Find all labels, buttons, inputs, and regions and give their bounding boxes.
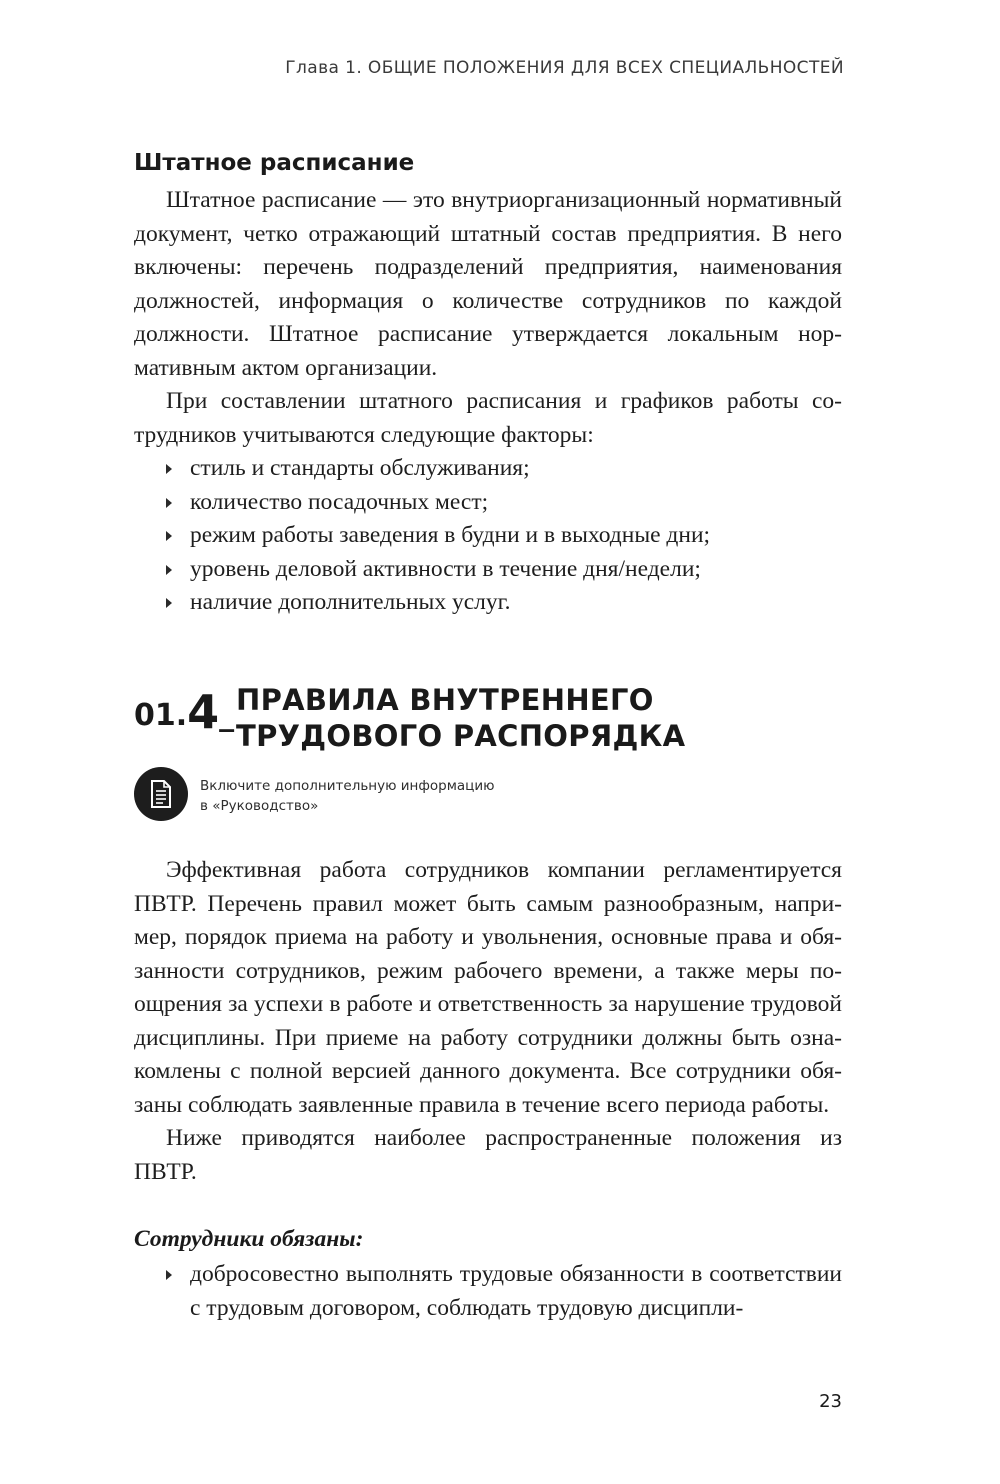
duties-heading: Сотрудники обязаны: [134, 1226, 364, 1252]
list-item: добросовестно выполнять трудовые обязанности в соответствии с трудовым договором, соблюдать трудовую дисципли- [134, 1258, 842, 1325]
document-icon [134, 767, 188, 821]
staff-schedule-heading: Штатное расписание [134, 150, 415, 176]
bullet-arrow-icon [166, 565, 172, 575]
running-head: Глава 1. ОБЩИЕ ПОЛОЖЕНИЯ ДЛЯ ВСЕХ СПЕЦИАЛЬНОСТЕЙ [285, 58, 844, 78]
list-item: количество посадочных мест; [134, 486, 842, 520]
bullet-arrow-icon [166, 464, 172, 474]
section-title: ПРАВИЛА ВНУТРЕННЕГО ТРУДОВОГО РАСПОРЯДКА [236, 683, 686, 753]
rules-paragraph-1: Эффективная работа сотрудников компании регламентируется ПВТР. Перечень правил может быть самым разнообразным, например, порядок приема на работу и увольнения, основные права и обязанности сотрудников, режим рабочего времени, а также меры поощрения за успехи в работе и ответственность за нарушение трудовой дисциплины. При приеме на работу сотрудники должны быть ознакомлены с полной версией данного документа. Все сотрудники обязаны соблюдать заявленные правила в течение всего периода работы. [134, 857, 842, 1118]
rules-paragraph-2: Ниже приводятся наиболее распространенные положения из ПВТР. [134, 1125, 842, 1185]
guide-note-text: Включите дополнительную информацию в «Руководство» [200, 778, 495, 814]
staff-schedule-section [134, 184, 842, 620]
staff-schedule-paragraph-1: Штатное расписание — это внутриорганизационный нормативный документ, четко отражающий штатный состав предприятия. В него включены: перечень подразделений предприятия, наименования должностей, информация о количестве сотрудников по каждой должности. Штатное расписание утверждается локальным нормативным актом организации. [134, 187, 842, 381]
factors-list [134, 452, 842, 620]
bullet-arrow-icon [166, 531, 172, 541]
bullet-arrow-icon [166, 498, 172, 508]
section-number: 01.4_ [134, 685, 235, 739]
staff-schedule-paragraph-2: При составлении штатного расписания и графиков работы сотрудников учитываются следующие факторы: [134, 388, 842, 448]
list-item: наличие дополнительных услуг. [134, 586, 842, 620]
list-item: уровень деловой активности в течение дня/недели; [134, 553, 842, 587]
list-item: режим работы заведения в будни и в выходные дни; [134, 519, 842, 553]
list-item: стиль и стандарты обслуживания; [134, 452, 842, 486]
duties-section [134, 1258, 842, 1325]
page-number: 23 [819, 1391, 842, 1412]
bullet-arrow-icon [166, 1270, 172, 1280]
bullet-arrow-icon [166, 598, 172, 608]
rules-section-body [134, 854, 842, 1189]
duties-list [134, 1258, 842, 1325]
